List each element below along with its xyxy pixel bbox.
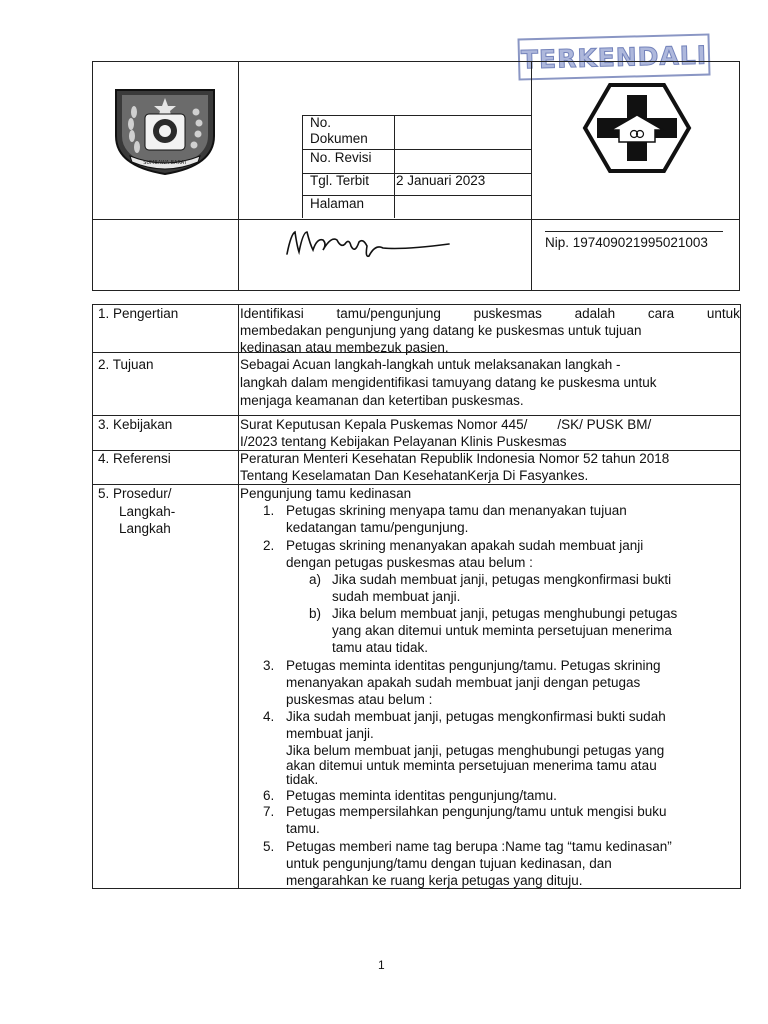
row-divider	[93, 484, 740, 485]
step-text: Petugas memberi name tag berupa :Name tag “tamu kedinasan”	[286, 839, 672, 854]
revision-label: No. Revisi	[310, 150, 372, 165]
step-text: menanyakan apakah sudah membuat janji dengan petugas	[286, 675, 641, 690]
step-text: untuk pengunjung/tamu dengan tujuan kedinasan, dan	[286, 856, 612, 871]
pengertian-line-2: membedakan pengunjung yang datang ke puskesmas untuk tujuan	[240, 323, 642, 338]
word: puskesmas	[473, 306, 542, 321]
step-text: Petugas meminta identitas pengunjung/tamu. Petugas skrining	[286, 658, 661, 673]
step-number: 4.	[263, 709, 275, 724]
step-text: puskesmas atau belum :	[286, 692, 433, 707]
pengertian-line-1	[240, 305, 740, 322]
step-text: mengarahkan ke ruang kerja petugas yang dituju.	[286, 873, 583, 888]
word: tamu/pengunjung	[336, 306, 441, 321]
header-divider	[531, 62, 532, 290]
prosedur-heading: Pengunjung tamu kedinasan	[240, 486, 412, 501]
label-prosedur-2: Langkah-	[119, 504, 176, 519]
word: cara	[647, 306, 675, 321]
step-text: Petugas skrining menyapa tamu dan menanyakan tujuan	[286, 503, 627, 518]
kebijakan-line-1: Surat Keputusan Kepala Puskemas Nomor 445/ /SK/ PUSK BM/	[240, 417, 652, 432]
column-divider	[238, 305, 239, 888]
substep-text: yang akan ditemui untuk meminta persetujuan menerima	[332, 623, 672, 638]
substep-text: Jika belum membuat janji, petugas menghubungi petugas	[332, 606, 678, 621]
nip-number: Nip. 197409021995021003	[545, 235, 708, 250]
page-label: Halaman	[310, 196, 365, 211]
puskesmas-logo-icon	[582, 82, 692, 174]
doc-number-label-1: No.	[310, 115, 332, 130]
step-text: tamu.	[286, 821, 320, 836]
step-number: 2.	[263, 538, 275, 553]
label-referensi: 4. Referensi	[98, 451, 171, 466]
step-text: kedatangan tamu/pengunjung.	[286, 520, 469, 535]
label-kebijakan: 3. Kebijakan	[98, 417, 173, 432]
substep-letter: a)	[309, 572, 322, 587]
meta-divider	[302, 115, 303, 218]
step-text: Petugas mempersilahkan pengunjung/tamu untuk mengisi buku	[286, 804, 667, 819]
issue-date-value: 2 Januari 2023	[396, 173, 486, 188]
referensi-line-1: Peraturan Menteri Kesehatan Republik Indonesia Nomor 52 tahun 2018	[240, 451, 670, 466]
step-number: 5.	[263, 839, 275, 854]
word: Identifikasi	[240, 306, 304, 321]
step-text: Petugas meminta identitas pengunjung/tamu.	[286, 788, 557, 803]
tujuan-line-1: Sebagai Acuan langkah-langkah untuk melaksanakan langkah -	[240, 357, 621, 372]
emblem-ribbon-text: SUMBAWA BARAT	[143, 160, 187, 166]
substep-text: sudah membuat janji.	[332, 589, 461, 604]
nip-underline	[545, 231, 723, 232]
doc-number-label-2: Dokumen	[310, 131, 368, 146]
signature-icon	[283, 226, 453, 262]
label-prosedur-1: 5. Prosedur/	[98, 486, 172, 501]
step-text: dengan petugas puskesmas atau belum :	[286, 555, 533, 570]
step-text: akan ditemui untuk meminta persetujuan menerima tamu atau	[286, 758, 657, 773]
step-text: Petugas skrining menanyakan apakah sudah membuat janji	[286, 538, 644, 553]
step-text: Jika belum membuat janji, petugas menghubungi petugas yang	[286, 743, 665, 758]
label-pengertian: 1. Pengertian	[98, 306, 179, 321]
step-text: membuat janji.	[286, 726, 374, 741]
kebijakan-line-2: I/2023 tentang Kebijakan Pelayanan Klinis Puskesmas	[240, 434, 567, 449]
step-number: 1.	[263, 503, 275, 518]
word: untuk	[706, 306, 740, 321]
meta-divider	[394, 115, 395, 218]
substep-text: Jika sudah membuat janji, petugas mengkonfirmasi bukti	[332, 572, 672, 587]
tujuan-line-3: menjaga keamanan dan ketertiban puskesmas.	[240, 393, 524, 408]
header-divider	[238, 62, 239, 290]
step-number: 6.	[263, 788, 275, 803]
meta-divider	[302, 115, 531, 116]
step-text: tidak.	[286, 772, 319, 787]
word: adalah	[574, 306, 616, 321]
regency-emblem-icon	[112, 84, 218, 176]
referensi-line-2: Tentang Keselamatan Dan KesehatanKerja Di Fasyankes.	[240, 468, 589, 483]
substep-text: tamu atau tidak.	[332, 640, 429, 655]
substep-letter: b)	[309, 606, 322, 621]
step-number: 7.	[263, 804, 275, 819]
label-tujuan: 2. Tujuan	[98, 357, 154, 372]
step-text: Jika sudah membuat janji, petugas mengkonfirmasi bukti sudah	[286, 709, 666, 724]
stamp-text: TERKENDALI	[520, 40, 708, 74]
tujuan-line-2: langkah dalam mengidentifikasi tamuyang datang ke puskesma untuk	[240, 375, 657, 390]
pengertian-line-3: kedinasan atau membezuk pasien.	[240, 340, 449, 355]
header-divider	[93, 219, 739, 220]
page-number: 1	[378, 958, 385, 972]
issue-date-label: Tgl. Terbit	[310, 173, 370, 188]
step-number: 3.	[263, 658, 275, 673]
label-prosedur-3: Langkah	[119, 521, 171, 536]
